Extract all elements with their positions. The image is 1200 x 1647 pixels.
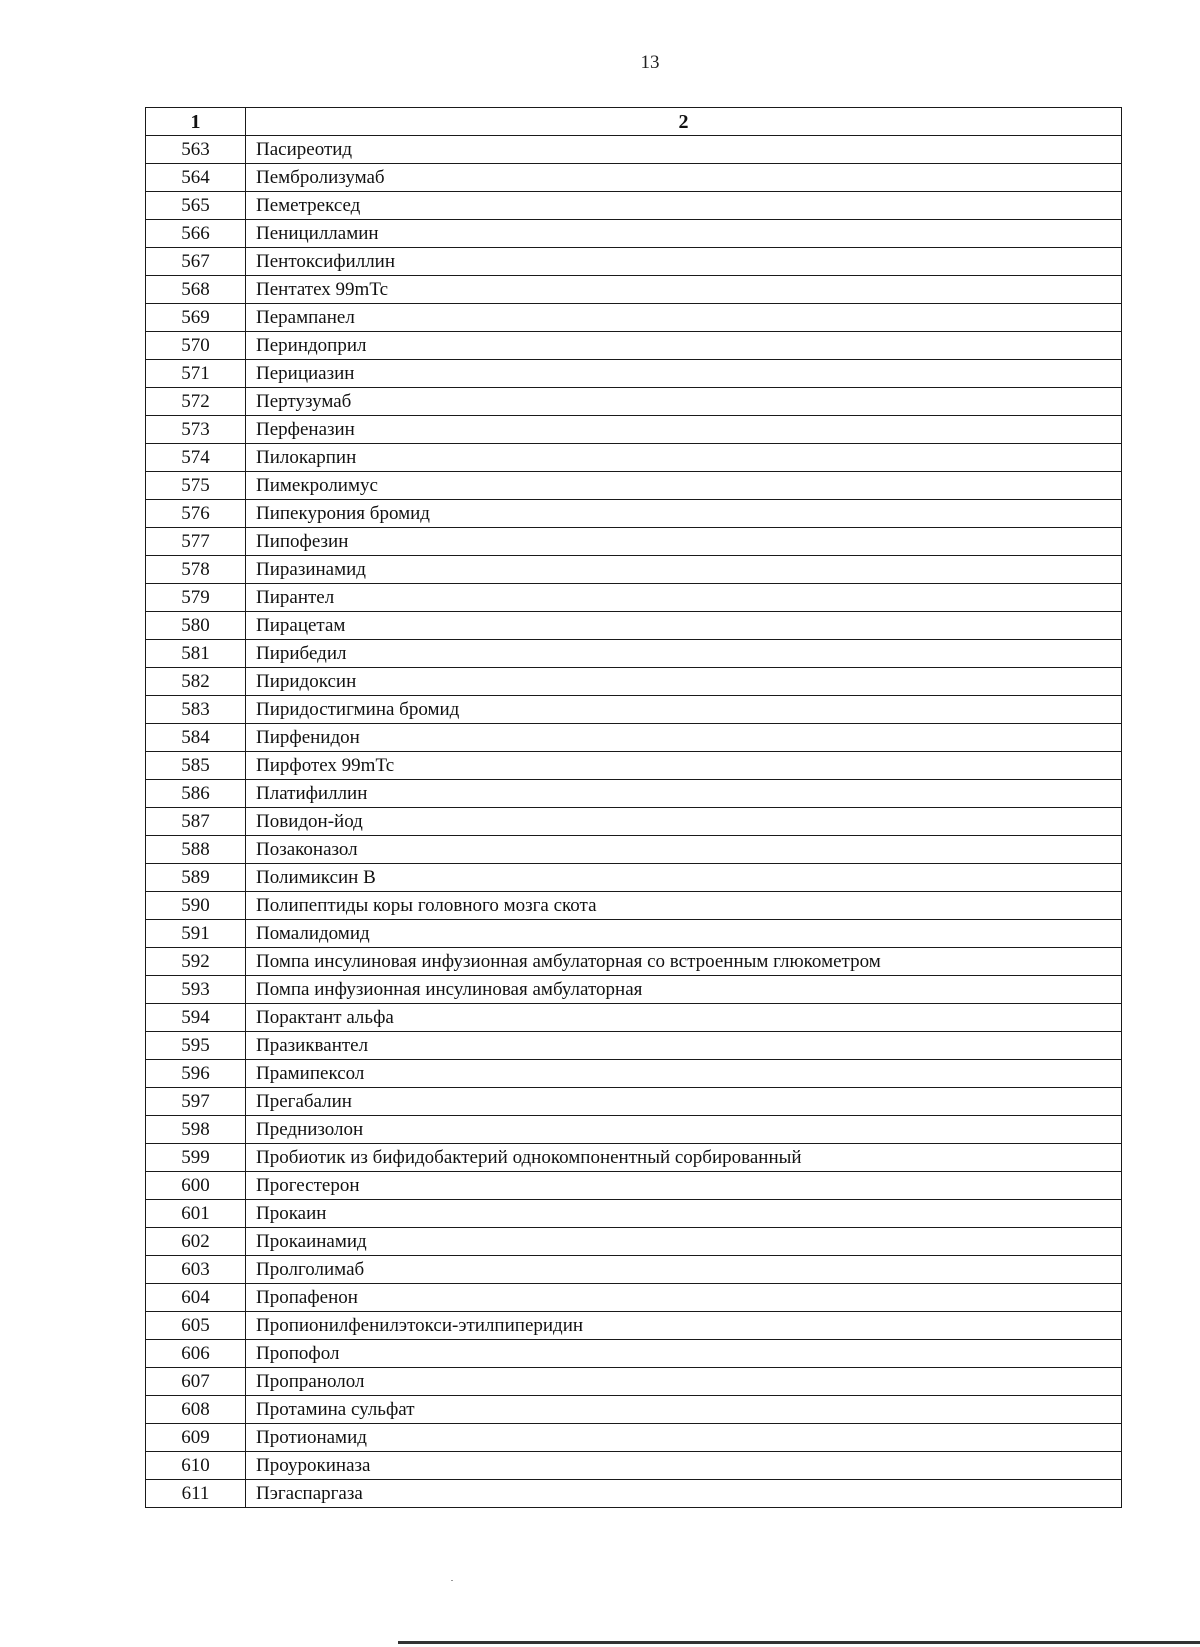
drug-name: Пиридостигмина бромид bbox=[246, 696, 1122, 724]
table-row bbox=[146, 640, 1122, 668]
scan-edge-line bbox=[398, 1641, 1200, 1644]
row-number: 583 bbox=[146, 696, 246, 724]
table-row bbox=[146, 920, 1122, 948]
drug-name: Платифиллин bbox=[246, 780, 1122, 808]
row-number: 572 bbox=[146, 388, 246, 416]
drug-name: Полипептиды коры головного мозга скота bbox=[246, 892, 1122, 920]
scan-speck bbox=[451, 1580, 453, 1581]
row-number: 563 bbox=[146, 136, 246, 164]
row-number: 582 bbox=[146, 668, 246, 696]
drug-name: Пирацетам bbox=[246, 612, 1122, 640]
table-row bbox=[146, 1424, 1122, 1452]
drug-name: Пирантел bbox=[246, 584, 1122, 612]
drug-name: Преднизолон bbox=[246, 1116, 1122, 1144]
row-number: 590 bbox=[146, 892, 246, 920]
drug-name: Пертузумаб bbox=[246, 388, 1122, 416]
drug-name: Пропионилфенилэтокси-этилпиперидин bbox=[246, 1312, 1122, 1340]
drug-name: Пирибедил bbox=[246, 640, 1122, 668]
drug-name: Помпа инфузионная инсулиновая амбулаторная bbox=[246, 976, 1122, 1004]
row-number: 574 bbox=[146, 444, 246, 472]
table-row bbox=[146, 1480, 1122, 1508]
drug-name: Прегабалин bbox=[246, 1088, 1122, 1116]
column-header-name: 2 bbox=[246, 108, 1122, 136]
row-number: 580 bbox=[146, 612, 246, 640]
table-row bbox=[146, 892, 1122, 920]
drug-name: Пирфотех 99mTc bbox=[246, 752, 1122, 780]
row-number: 579 bbox=[146, 584, 246, 612]
row-number: 585 bbox=[146, 752, 246, 780]
table-row bbox=[146, 1340, 1122, 1368]
drug-name: Пентатех 99mTc bbox=[246, 276, 1122, 304]
drug-name: Проурокиназа bbox=[246, 1452, 1122, 1480]
row-number: 592 bbox=[146, 948, 246, 976]
table-row bbox=[146, 948, 1122, 976]
drug-name: Прокаинамид bbox=[246, 1228, 1122, 1256]
table-row bbox=[146, 360, 1122, 388]
drug-name: Пимекролимус bbox=[246, 472, 1122, 500]
row-number: 601 bbox=[146, 1200, 246, 1228]
drug-name: Пиридоксин bbox=[246, 668, 1122, 696]
table-row bbox=[146, 248, 1122, 276]
table-row bbox=[146, 528, 1122, 556]
table-row bbox=[146, 668, 1122, 696]
drug-name: Пилокарпин bbox=[246, 444, 1122, 472]
row-number: 610 bbox=[146, 1452, 246, 1480]
table-row bbox=[146, 1452, 1122, 1480]
table-row bbox=[146, 136, 1122, 164]
row-number: 587 bbox=[146, 808, 246, 836]
table-row bbox=[146, 1396, 1122, 1424]
table-row bbox=[146, 332, 1122, 360]
row-number: 588 bbox=[146, 836, 246, 864]
drug-name: Пентоксифиллин bbox=[246, 248, 1122, 276]
drug-name: Протионамид bbox=[246, 1424, 1122, 1452]
drug-name: Пеметрексед bbox=[246, 192, 1122, 220]
table-row bbox=[146, 444, 1122, 472]
row-number: 576 bbox=[146, 500, 246, 528]
table-row bbox=[146, 612, 1122, 640]
table-row bbox=[146, 388, 1122, 416]
table-row bbox=[146, 1228, 1122, 1256]
row-number: 584 bbox=[146, 724, 246, 752]
table-row bbox=[146, 472, 1122, 500]
table-row bbox=[146, 1144, 1122, 1172]
row-number: 565 bbox=[146, 192, 246, 220]
drug-name: Помпа инсулиновая инфузионная амбулаторная со встроенным глюкометром bbox=[246, 948, 1122, 976]
table-row bbox=[146, 1284, 1122, 1312]
table-row bbox=[146, 1116, 1122, 1144]
table-header-row bbox=[146, 108, 1122, 136]
row-number: 598 bbox=[146, 1116, 246, 1144]
table-row bbox=[146, 724, 1122, 752]
row-number: 608 bbox=[146, 1396, 246, 1424]
drug-name: Пипофезин bbox=[246, 528, 1122, 556]
page-number: 13 bbox=[640, 52, 660, 73]
row-number: 606 bbox=[146, 1340, 246, 1368]
table-row bbox=[146, 780, 1122, 808]
row-number: 594 bbox=[146, 1004, 246, 1032]
drug-name: Прамипексол bbox=[246, 1060, 1122, 1088]
drug-name: Пропофол bbox=[246, 1340, 1122, 1368]
row-number: 577 bbox=[146, 528, 246, 556]
table-row bbox=[146, 1088, 1122, 1116]
table-row bbox=[146, 1256, 1122, 1284]
drug-name: Пеницилламин bbox=[246, 220, 1122, 248]
drug-list-table bbox=[145, 107, 1122, 1508]
table-row bbox=[146, 976, 1122, 1004]
table-row bbox=[146, 192, 1122, 220]
table-row bbox=[146, 556, 1122, 584]
drug-name: Пробиотик из бифидобактерий однокомпонентный сорбированный bbox=[246, 1144, 1122, 1172]
table-row bbox=[146, 1368, 1122, 1396]
drug-name: Пропафенон bbox=[246, 1284, 1122, 1312]
table-row bbox=[146, 304, 1122, 332]
drug-name: Перампанел bbox=[246, 304, 1122, 332]
drug-name: Пембролизумаб bbox=[246, 164, 1122, 192]
row-number: 602 bbox=[146, 1228, 246, 1256]
row-number: 573 bbox=[146, 416, 246, 444]
drug-name: Пипекурония бромид bbox=[246, 500, 1122, 528]
table-row bbox=[146, 220, 1122, 248]
row-number: 586 bbox=[146, 780, 246, 808]
table-row bbox=[146, 276, 1122, 304]
drug-name: Позаконазол bbox=[246, 836, 1122, 864]
table-row bbox=[146, 1032, 1122, 1060]
row-number: 597 bbox=[146, 1088, 246, 1116]
table-row bbox=[146, 1004, 1122, 1032]
table-row bbox=[146, 808, 1122, 836]
row-number: 589 bbox=[146, 864, 246, 892]
row-number: 569 bbox=[146, 304, 246, 332]
row-number: 571 bbox=[146, 360, 246, 388]
row-number: 596 bbox=[146, 1060, 246, 1088]
table-row bbox=[146, 836, 1122, 864]
drug-name: Протамина сульфат bbox=[246, 1396, 1122, 1424]
column-header-number: 1 bbox=[146, 108, 246, 136]
table-body bbox=[146, 136, 1122, 1508]
drug-name: Празиквантел bbox=[246, 1032, 1122, 1060]
row-number: 603 bbox=[146, 1256, 246, 1284]
drug-name: Повидон-йод bbox=[246, 808, 1122, 836]
row-number: 581 bbox=[146, 640, 246, 668]
table-row bbox=[146, 1172, 1122, 1200]
row-number: 578 bbox=[146, 556, 246, 584]
row-number: 566 bbox=[146, 220, 246, 248]
drug-name: Пасиреотид bbox=[246, 136, 1122, 164]
row-number: 604 bbox=[146, 1284, 246, 1312]
table-row bbox=[146, 584, 1122, 612]
table-row bbox=[146, 164, 1122, 192]
table-row bbox=[146, 416, 1122, 444]
drug-name: Пэгаспаргаза bbox=[246, 1480, 1122, 1508]
row-number: 568 bbox=[146, 276, 246, 304]
drug-name: Пролголимаб bbox=[246, 1256, 1122, 1284]
row-number: 564 bbox=[146, 164, 246, 192]
drug-name: Полимиксин В bbox=[246, 864, 1122, 892]
table-row bbox=[146, 696, 1122, 724]
row-number: 599 bbox=[146, 1144, 246, 1172]
table-row bbox=[146, 752, 1122, 780]
row-number: 611 bbox=[146, 1480, 246, 1508]
drug-name: Прокаин bbox=[246, 1200, 1122, 1228]
row-number: 600 bbox=[146, 1172, 246, 1200]
drug-name: Перициазин bbox=[246, 360, 1122, 388]
table-row bbox=[146, 1312, 1122, 1340]
row-number: 567 bbox=[146, 248, 246, 276]
table-row bbox=[146, 500, 1122, 528]
table-row bbox=[146, 1060, 1122, 1088]
drug-name: Пирфенидон bbox=[246, 724, 1122, 752]
drug-name: Перфеназин bbox=[246, 416, 1122, 444]
row-number: 575 bbox=[146, 472, 246, 500]
drug-name: Периндоприл bbox=[246, 332, 1122, 360]
row-number: 609 bbox=[146, 1424, 246, 1452]
drug-name: Пропранолол bbox=[246, 1368, 1122, 1396]
drug-name: Прогестерон bbox=[246, 1172, 1122, 1200]
row-number: 593 bbox=[146, 976, 246, 1004]
drug-name: Порактант альфа bbox=[246, 1004, 1122, 1032]
row-number: 595 bbox=[146, 1032, 246, 1060]
table-row bbox=[146, 1200, 1122, 1228]
table-row bbox=[146, 864, 1122, 892]
drug-name: Пиразинамид bbox=[246, 556, 1122, 584]
row-number: 570 bbox=[146, 332, 246, 360]
drug-name: Помалидомид bbox=[246, 920, 1122, 948]
row-number: 591 bbox=[146, 920, 246, 948]
row-number: 605 bbox=[146, 1312, 246, 1340]
row-number: 607 bbox=[146, 1368, 246, 1396]
